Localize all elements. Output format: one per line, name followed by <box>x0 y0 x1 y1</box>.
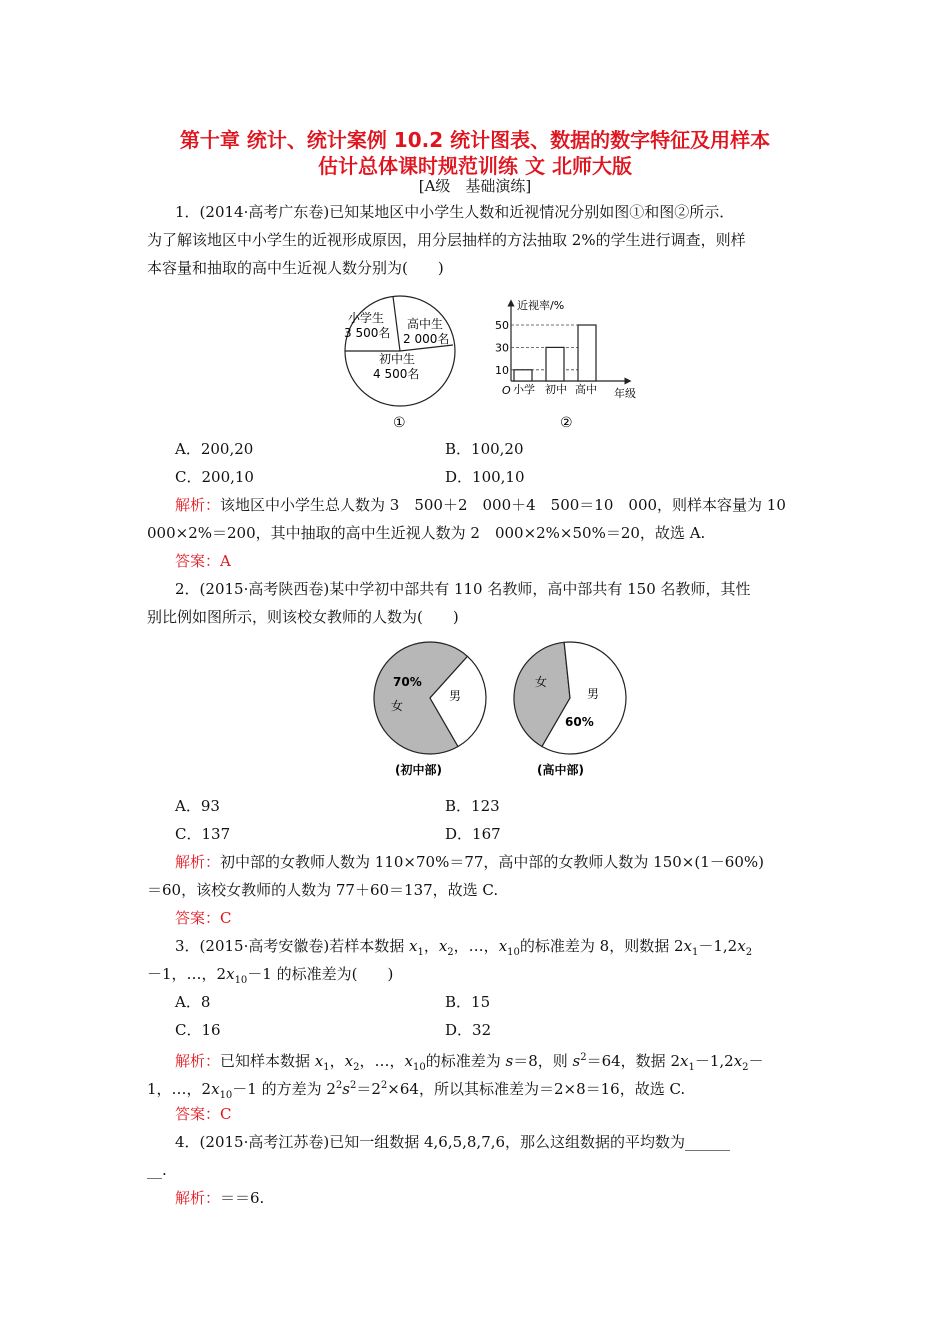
bar-高中 <box>578 325 596 381</box>
pie-senior-male-label: 男 <box>587 687 600 701</box>
bar-xlabel: 年级 <box>614 387 636 400</box>
figure2-label: ② <box>560 415 573 431</box>
q2-analysis-line2: ＝60，该校女教师的人数为 77＋60＝137，故选 C. <box>147 881 499 899</box>
q1-stem-line3: 本容量和抽取的高中生近视人数分别为( ) <box>147 259 444 277</box>
q1-stem-line1: 1．(2014·高考广东卷)已知某地区中小学生人数和近视情况分别如图①和图②所示． <box>175 203 735 221</box>
bar-cat-high: 高中 <box>575 383 597 396</box>
pie1-middle-count: 4 500名 <box>373 367 420 381</box>
q3-analysis-line1: 解析：已知样本数据 $x_1$，$x_2$，…，$x_{10}$的标准差为 s＝8，则 $s^2=64$，数据 $2x_1-1,2x_2-$ <box>175 1052 764 1073</box>
q3-option-a[interactable]: A．8 <box>175 993 211 1011</box>
q2-analysis-text1: 初中部的女教师人数为 110×70%＝77，高中部的女教师人数为 150×(1－60%) <box>220 853 764 871</box>
q4-analysis-tag: 解析： <box>175 1189 221 1207</box>
pie-senior-female-label: 女 <box>535 675 548 689</box>
q2-option-a[interactable]: A．93 <box>175 797 220 815</box>
bar-origin: O <box>502 384 511 397</box>
q3-answer: 答案：C <box>175 1105 232 1123</box>
pie1-primary-count: 3 500名 <box>344 326 391 340</box>
q4-analysis <box>175 1189 264 1207</box>
bar-cat-primary: 小学 <box>513 383 535 396</box>
q1-analysis-tag: 解析： <box>175 496 221 514</box>
q1-option-d[interactable]: D．100,10 <box>445 468 525 486</box>
pie-senior-male-pct: 60% <box>565 715 594 729</box>
q1-answer: 答案：A <box>175 552 231 570</box>
bar-ytick-10: 10 <box>495 363 509 377</box>
q1-option-b[interactable]: B．100,20 <box>445 440 524 458</box>
bar-ytick-30: 30 <box>495 341 509 355</box>
q3-stem-line1: 3．(2015·高考安徽卷)若样本数据 $x_1$，$x_2$，…，$x_{10}$的标准差为 8，则数据 $2x_1-1,2x_2$ <box>175 937 753 958</box>
q1-figure2-bar <box>490 295 660 440</box>
q1-analysis-text1: 该地区中小学生总人数为 3 500＋2 000＋4 500＝10 000，则样本容量为 10 <box>220 496 786 514</box>
bar-ytick-50: 50 <box>495 319 509 332</box>
q1-figure1-pie <box>335 295 465 440</box>
q2-option-b[interactable]: B．123 <box>445 797 500 815</box>
page-title-line2: 估计总体课时规范训练 文 北师大版 <box>318 154 632 178</box>
pie-junior-male-label: 男 <box>449 689 462 703</box>
q1-option-c[interactable]: C．200,10 <box>175 468 254 486</box>
pie1-high-count: 2 000名 <box>403 332 450 346</box>
q2-option-d[interactable]: D．167 <box>445 825 501 843</box>
q1-option-a[interactable]: A．200,20 <box>175 440 254 458</box>
q3-analysis-tag: 解析： <box>175 1052 221 1070</box>
q4-stem-line1: 4．(2015·高考江苏卷)已知一组数据 4,6,5,8,7,6，那么这组数据的平均数为______ <box>175 1133 731 1151</box>
bar-cat-middle: 初中 <box>545 383 567 396</box>
pie-junior-female-label: 女 <box>391 699 404 713</box>
q1-analysis-line2: 000×2%＝200，其中抽取的高中生近视人数为 2 000×2%×50%＝20，故选 A. <box>147 524 706 542</box>
q3-option-c[interactable]: C．16 <box>175 1021 221 1039</box>
bar-初中 <box>546 347 564 381</box>
pie-junior-caption: (初中部) <box>395 763 442 777</box>
level-heading: [A级 基础演练] <box>418 177 532 195</box>
pie1-high-label: 高中生 <box>407 317 444 331</box>
q2-pie-junior <box>365 640 495 790</box>
pie-senior-caption: (高中部) <box>537 763 584 777</box>
figure1-label: ① <box>393 415 406 431</box>
q2-stem-line2: 别比例如图所示，则该校女教师的人数为( ) <box>147 608 459 626</box>
pie-junior-female-pct: 70% <box>393 675 422 689</box>
pie1-primary-label: 小学生 <box>348 311 385 325</box>
q3-stem-line2: －1，…，$2x_{10}-1$ 的标准差为( ) <box>147 965 394 986</box>
q2-pie-senior <box>505 640 635 790</box>
bar-小学 <box>514 370 532 381</box>
page-title-line1: 第十章 统计、统计案例 10.2 统计图表、数据的数字特征及用样本 <box>179 128 771 152</box>
q2-stem-line1: 2．(2015·高考陕西卷)某中学初中部共有 110 名教师，高中部共有 150 名教师，其性 <box>175 580 751 598</box>
q2-answer: 答案：C <box>175 909 232 927</box>
q3-analysis-line2: 1，…，$2x_{10}-1$ 的方差为 $2^2s^2=2^2\times 64$，所以其标准差为＝2×8＝16，故选 C. <box>147 1080 686 1101</box>
q1-analysis-line1 <box>175 496 786 514</box>
pie1-middle-label: 初中生 <box>379 352 416 366</box>
bar-ylabel: 近视率/% <box>517 299 565 312</box>
q2-analysis-tag: 解析： <box>175 853 221 871</box>
q4-stem-line2: __. <box>147 1161 167 1179</box>
q2-option-c[interactable]: C．137 <box>175 825 231 843</box>
q3-option-d[interactable]: D．32 <box>445 1021 492 1039</box>
q4-analysis-text: ＝＝6. <box>220 1189 265 1207</box>
q3-option-b[interactable]: B．15 <box>445 993 491 1011</box>
q2-analysis-line1 <box>175 853 764 871</box>
q1-stem-line2: 为了解该地区中小学生的近视形成原因，用分层抽样的方法抽取 2%的学生进行调查，则样 <box>147 231 746 249</box>
